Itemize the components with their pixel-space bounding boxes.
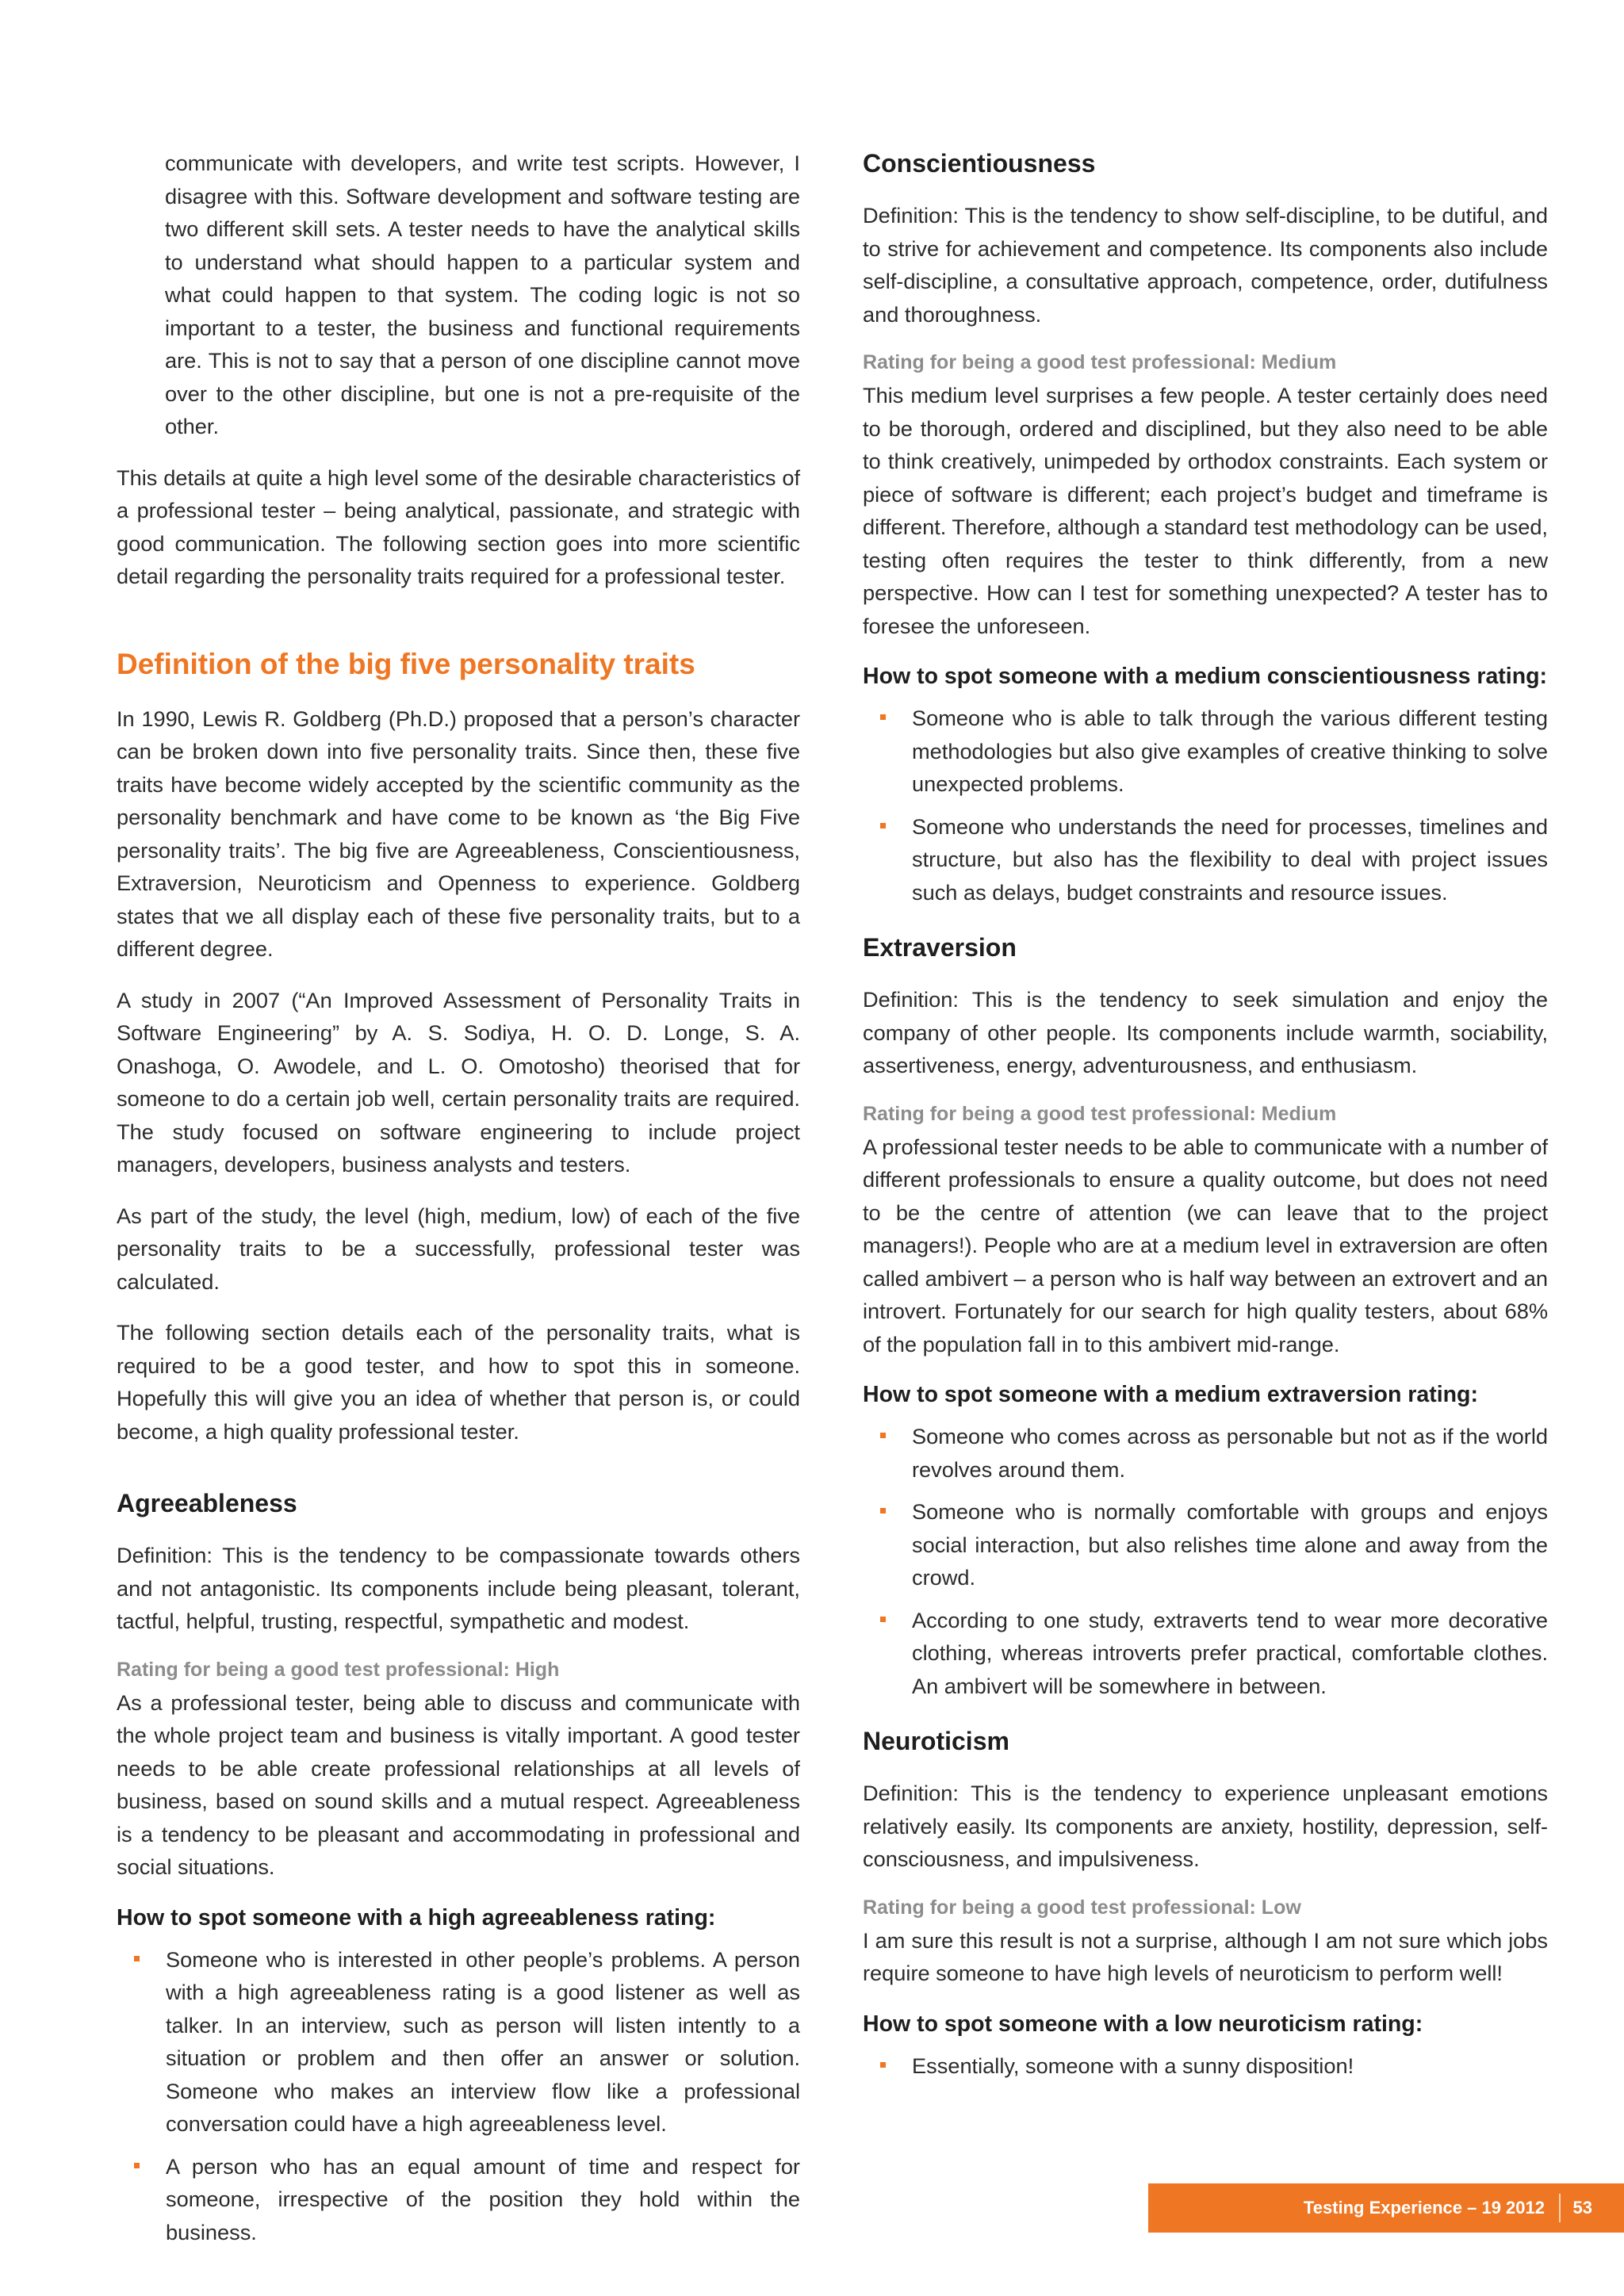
continued-paragraph: communicate with developers, and write test scripts. However, I disagree with this. Software development and software testing are two different skill sets. A tester needs to have the analytical skills to understand what should happen to a particular system and what could happen to that system. The coding logic is not so important to a tester, the business and functional requirements are. This is not to say that a person of one discipline cannot move over to the other discipline, but one is not a pre-requisite of the other. <box>165 151 800 438</box>
intro-paragraph-1: In 1990, Lewis R. Goldberg (Ph.D.) proposed that a person’s character can be broken down into five personality traits. Since then, these five traits have become widely accepted by the scientific community as the personality benchmark and have come to be known as ‘the Big Five personality traits’. The big five are Agreeableness, Conscientiousness, Extraversion, Neuroticism and Openness to experience. Goldberg states that we all display each of these five personality traits, but to a different degree. <box>117 706 800 961</box>
bullet-square-icon <box>880 1433 886 1438</box>
left-column <box>117 147 800 2271</box>
list-item: Someone who is interested in other people’s problems. A person with a high agreeableness rating is a good listener as well as talker. In an interview, such as person will listen intently to a situation or problem and then offer an answer or solution. Someone who makes an interview flow like a professional conversation could have a high agreeableness level. <box>117 1943 800 2141</box>
list-item: Someone who is normally comfortable with groups and enjoys social interaction, but also relishes time alone and away from the crowd. <box>863 1495 1548 1594</box>
conscientiousness-heading: Conscientiousness <box>863 149 1096 178</box>
conscientiousness-rating: Rating for being a good test professional: Medium <box>863 351 1337 373</box>
footer-publication-title: Testing Experience – 19 2012 <box>1303 2198 1545 2218</box>
conscientiousness-body: This medium level surprises a few people. A tester certainly does need to be thorough, ordered and disciplined, but they also need to be able to think creatively, unimpeded by orthodox constraints. Each system or piece of software is different; each project’s budget and timeframe is different. Therefore, although a standard test methodology can be used, testing often requires the tester to think differently, from a new perspective. How can I test for something unexpected? A tester has to foresee the unforeseen. <box>863 383 1548 638</box>
extraversion-bullet-list <box>863 1420 1548 1702</box>
intro-paragraph-4: The following section details each of the personality traits, what is required to be a good tester, and how to spot this in someone. Hopefully this will give you an idea of whether that person is, or could become, a high quality professional tester. <box>117 1320 800 1444</box>
conscientiousness-definition: Definition: This is the tendency to show self-discipline, to be dutiful, and to strive for achievement and competence. Its components also include self-discipline, a consultative approach, competence, order, dutifulness and thoroughness. <box>863 203 1548 327</box>
neuroticism-spot-heading: How to spot someone with a low neuroticism rating: <box>863 2011 1423 2037</box>
agreeableness-bullet-list <box>117 1943 800 2249</box>
neuroticism-definition: Definition: This is the tendency to experience unpleasant emotions relatively easily. Its components are anxiety, hostility, depression, self-consciousness, and impulsiveness. <box>863 1781 1548 1871</box>
footer-bar <box>1148 2183 1624 2233</box>
list-item: Essentially, someone with a sunny disposition! <box>863 2049 1548 2083</box>
list-item: According to one study, extraverts tend to wear more decorative clothing, whereas introverts prefer practical, comfortable clothes. An ambivert will be somewhere in between. <box>863 1604 1548 1703</box>
agreeableness-body: As a professional tester, being able to discuss and communicate with the whole project team and business is vitally important. A good tester needs to be able create professional relationships at all levels of business, based on sound skills and a mutual respect. Agreeableness is a tendency to be pleasant and accommodating in professional and social situations. <box>117 1689 800 1879</box>
neuroticism-heading: Neuroticism <box>863 1727 1009 1755</box>
extraversion-heading: Extraversion <box>863 933 1017 962</box>
conscientiousness-spot-heading: How to spot someone with a medium conscientiousness rating: <box>863 664 1548 689</box>
agreeableness-spot-heading: How to spot someone with a high agreeableness rating: <box>117 1904 716 1931</box>
agreeableness-rating: Rating for being a good test professional: High <box>117 1658 560 1681</box>
indented-continuation <box>117 147 800 443</box>
list-item: Someone who is able to talk through the various different testing methodologies but also give examples of creative thinking to solve unexpected problems. <box>863 702 1548 801</box>
intro-paragraph-2: A study in 2007 (“An Improved Assessment of Personality Traits in Software Engineering” by A. S. Sodiya, H. O. D. Longe, S. A. Onashoga, O. Awodele, and L. O. Omotosho) theorised that for someone to do a certain job well, certain personality traits are required. The study focused on software engineering to include project managers, developers, business analysts and testers. <box>117 987 800 1177</box>
bullet-square-icon <box>880 2062 886 2068</box>
list-item: A person who has an equal amount of time and respect for someone, irrespective of the position they hold within the business. <box>117 2150 800 2249</box>
bullet-square-icon <box>134 2163 140 2168</box>
section-heading: Definition of the big five personality traits <box>117 647 695 680</box>
extraversion-spot-heading: How to spot someone with a medium extraversion rating: <box>863 1382 1478 1407</box>
bullet-square-icon <box>880 1617 886 1622</box>
right-column <box>863 147 1548 2104</box>
extraversion-definition: Definition: This is the tendency to seek simulation and enjoy the company of other people. Its components include warmth, sociability, assertiveness, energy, adventurousness, and enthusiasm. <box>863 987 1548 1077</box>
bullet-square-icon <box>880 823 886 828</box>
neuroticism-rating: Rating for being a good test professional: Low <box>863 1896 1301 1919</box>
intro-paragraph-3: As part of the study, the level (high, medium, low) of each of the five personality traits to be a successfully, professional tester was calculated. <box>117 1203 800 1294</box>
neuroticism-bullet-list <box>863 2049 1548 2083</box>
neuroticism-body: I am sure this result is not a surprise, although I am not sure which jobs require someone to have high levels of neuroticism to perform well! <box>863 1927 1548 1985</box>
list-item: Someone who comes across as personable but not as if the world revolves around them. <box>863 1420 1548 1486</box>
footer-divider <box>1559 2194 1561 2222</box>
extraversion-rating: Rating for being a good test professional: Medium <box>863 1102 1337 1125</box>
agreeableness-heading: Agreeableness <box>117 1489 297 1517</box>
bullet-square-icon <box>134 1956 140 1961</box>
agreeableness-definition: Definition: This is the tendency to be compassionate towards others and not antagonistic. Its components include being pleasant, tolerant, tactful, helpful, trusting, respectful, sympathetic and modest. <box>117 1543 800 1633</box>
list-item: Someone who understands the need for processes, timelines and structure, but also has the flexibility to deal with project issues such as delays, budget constraints and resource issues. <box>863 810 1548 909</box>
conscientiousness-bullet-list <box>863 702 1548 909</box>
summary-paragraph: This details at quite a high level some of the desirable characteristics of a professional tester – being analytical, passionate, and strategic with good communication. The following section goes into more scientific detail regarding the personality traits required for a professional tester. <box>117 465 800 588</box>
page-number: 53 <box>1572 2198 1592 2218</box>
bullet-square-icon <box>880 1508 886 1513</box>
extraversion-body: A professional tester needs to be able to communicate with a number of different professionals to ensure a quality outcome, but does not need to be the centre of attention (we can leave that to the project managers!). People who are at a medium level in extraversion are often called ambivert – a person who is half way between an extrovert and an introvert. Fortunately for our search for high quality testers, about 68% of the population fall in to this ambivert mid-range. <box>863 1134 1548 1357</box>
bullet-square-icon <box>880 714 886 720</box>
